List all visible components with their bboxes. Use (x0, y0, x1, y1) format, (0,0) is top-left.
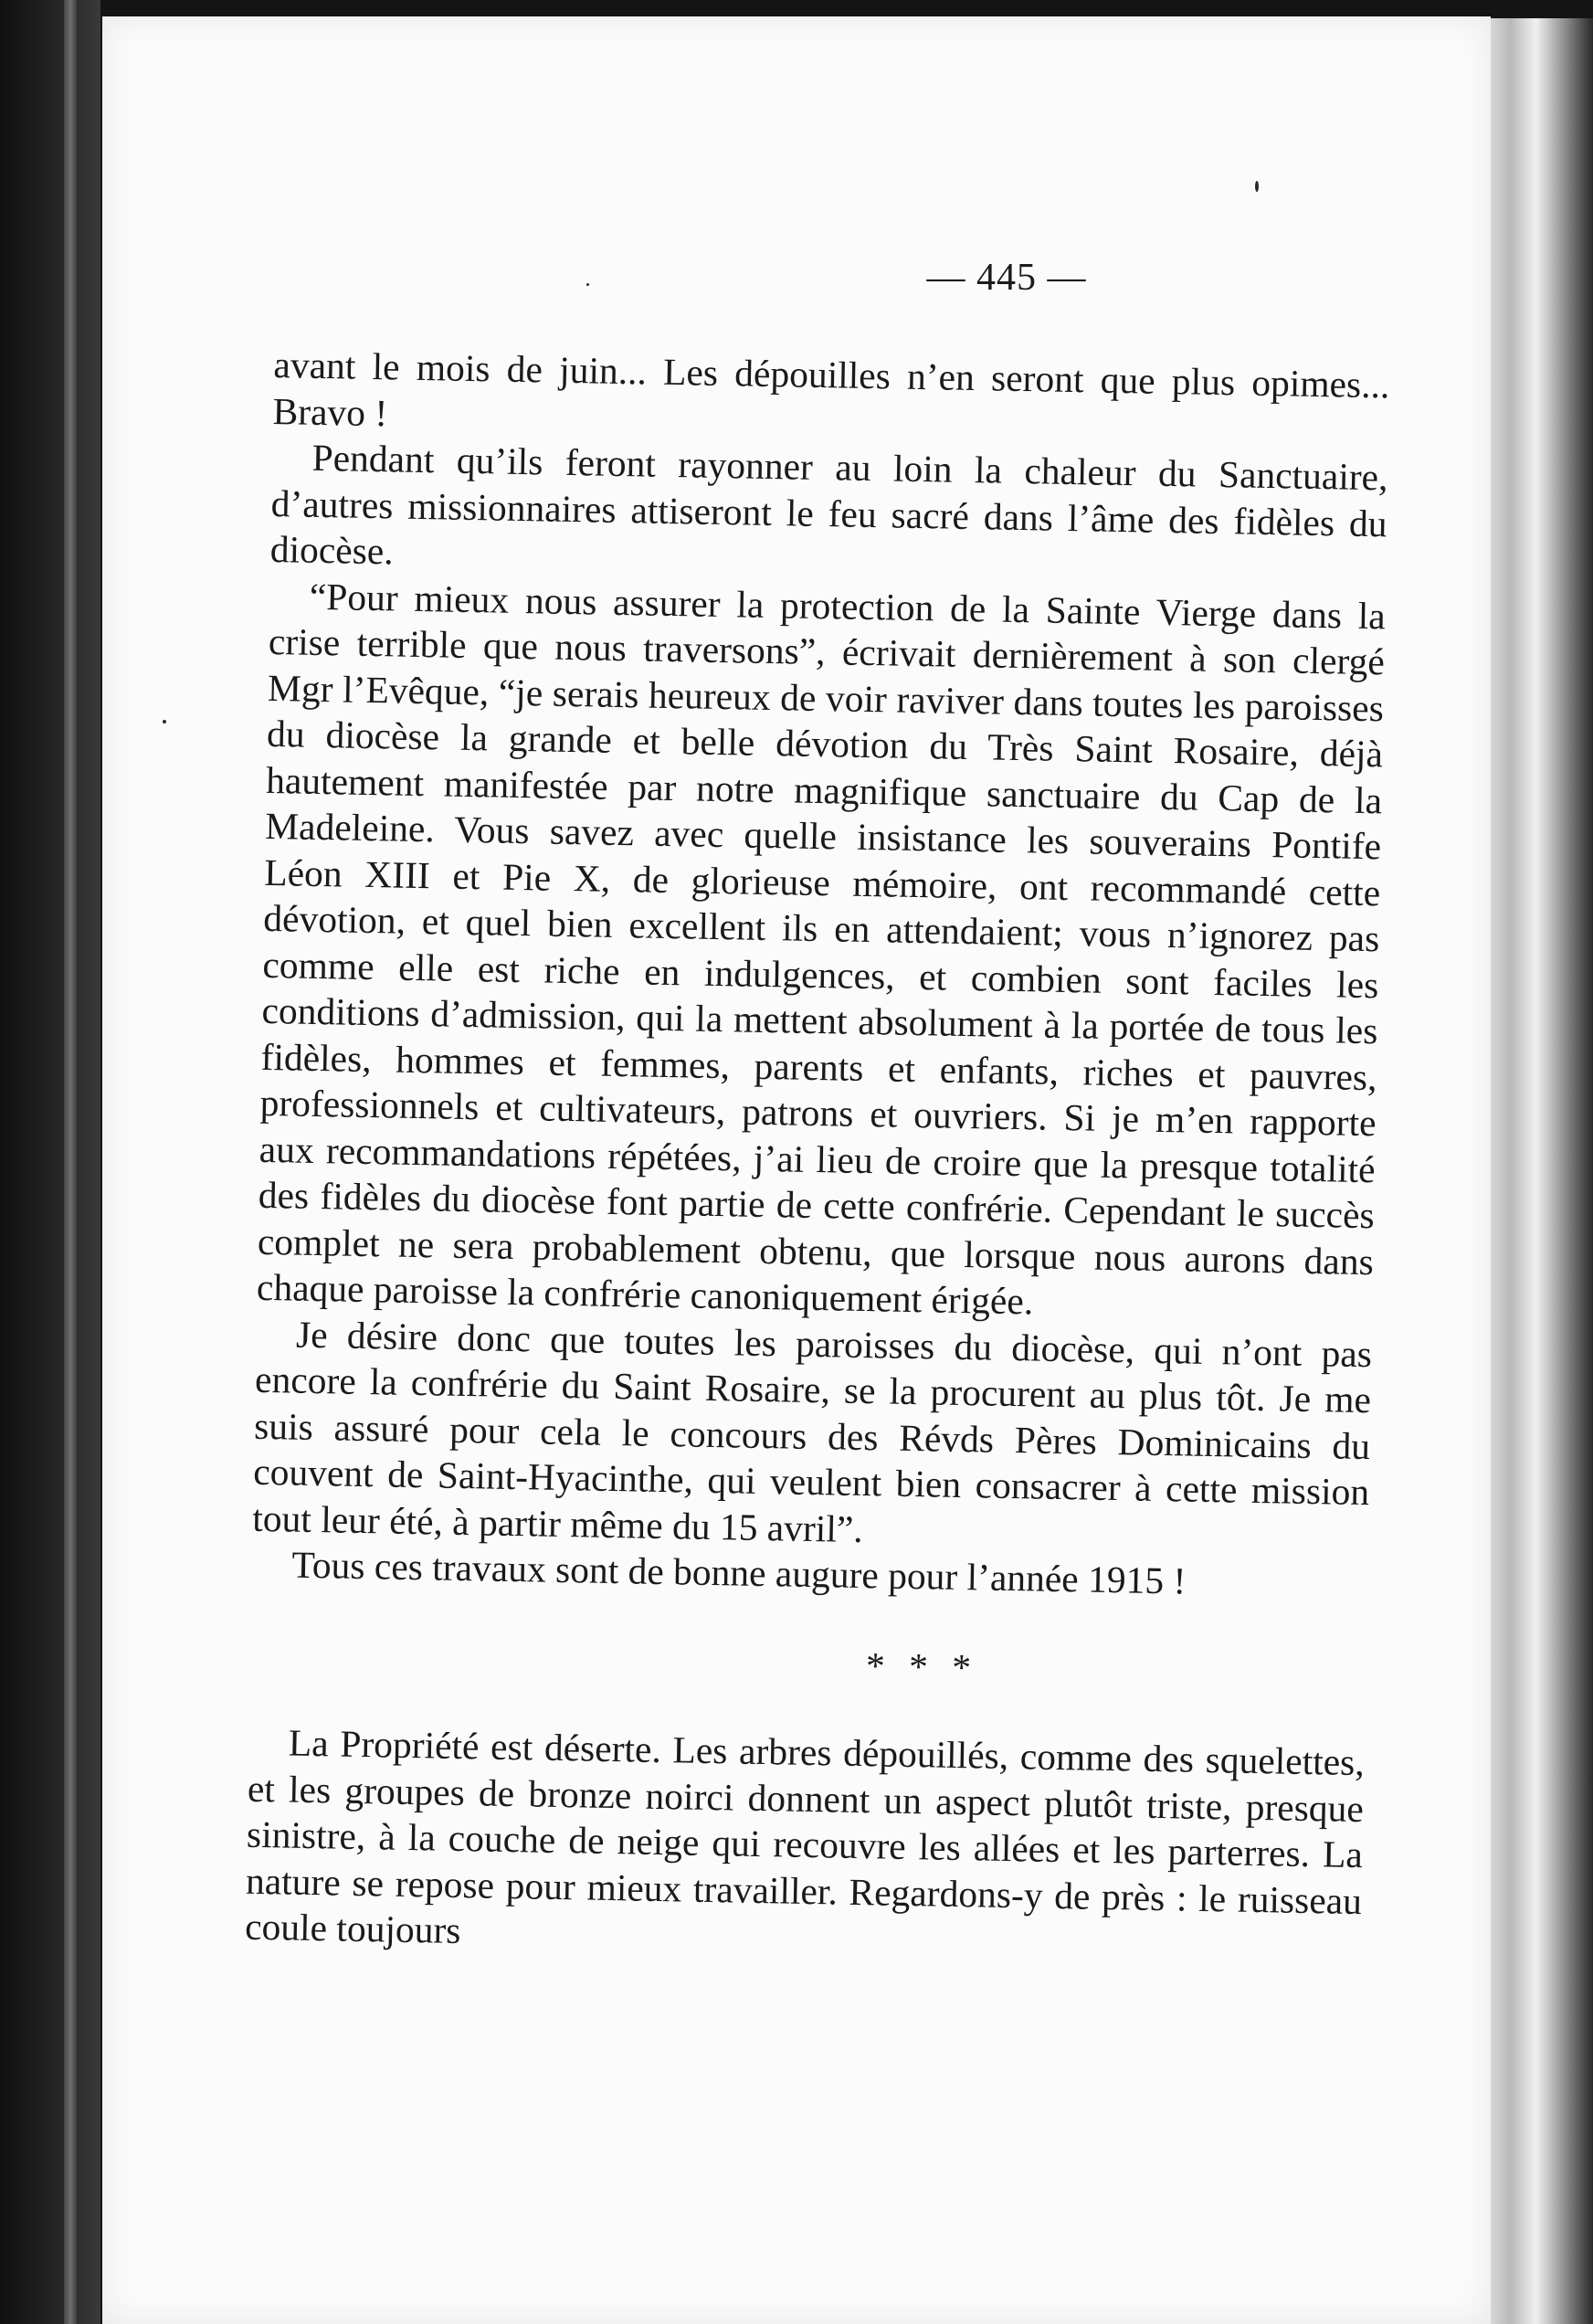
paragraph-5: Tous ces travaux sont de bonne augure pour l’année 1915 ! (291, 1543, 1187, 1602)
paragraph-4: Je désire donc que toutes les paroisses du diocèse, qui n’ont pas encore la confrérie du Saint Rosaire, se la procurent au plus tôt. Je me suis assuré pour cela le concours des Révds Pères Dominicains du couvent de Saint-Hyacinthe, qui veulent bien consacrer à cette mission tout leur été, à partir même du 15 avril”. (251, 1313, 1373, 1550)
paragraph-1: avant le mois de juin... Les dépouilles n’en seront que plus opimes... Bravo ! (272, 343, 1390, 434)
facing-page-edge (64, 0, 77, 2324)
scan-speck (163, 720, 166, 724)
page-number: — 445 — (926, 257, 1087, 299)
section-separator: * * * (865, 1643, 979, 1688)
page-body (245, 342, 1390, 1970)
paragraph-6: La Propriété est déserte. Les arbres dépouillés, comme des squelettes, et les groupes de bronze noirci donnent un aspect plutôt triste, presque sinistre, à la couche de neige qui recouvre les allées et les parterres. La nature se repose pour mieux travailler. Regardons-y de près : le ruisseau coule toujours (244, 1721, 1366, 1952)
paragraph-2: Pendant qu’ils feront rayonner au loin la chaleur du Sanctuaire, d’autres missionnaires attiseront le feu sacré dans l’âme des fidèles du diocèse. (269, 436, 1388, 573)
scan-speck (1255, 181, 1259, 192)
scan-speck (586, 283, 589, 286)
left-gutter (0, 0, 100, 2324)
book-page (102, 16, 1491, 2324)
paragraph-3: “Pour mieux nous assurer la protection de la Sainte Vierge dans la crise terrible que nous traversons”, écrivait dernièrement à son clergé Mgr l’Evêque, “je serais heureux de voir raviver dans toutes les paroisses du diocèse la grande et belle dévotion du Très Saint Rosaire, déjà hautement manifestée par notre magnifique sanctuaire du Cap de la Madeleine. Vous savez avec quelle insistance les souverains Pontife Léon XIII et Pie X, de glorieuse mémoire, ont recommandé cette dévotion, et quel bien excellent ils en attendaient; vous n’ignorez pas comme elle est riche en indulgences, et combien sont faciles les conditions d’admission, qui la mettent absolument à la portée de tous les fidèles, hommes et femmes, parents et enfants, riches et pauvres, professionnels et cultivateurs, patrons et ouvriers. Si je m’en rapporte aux recommandations répétées, j’ai lieu de croire que la presque totalité des fidèles du diocèse font partie de cette confrérie. Cependant le succès complet ne sera probablement obtenu, que lorsque nous aurons dans chaque paroisse la confrérie canoniquement érigée. (256, 575, 1387, 1323)
